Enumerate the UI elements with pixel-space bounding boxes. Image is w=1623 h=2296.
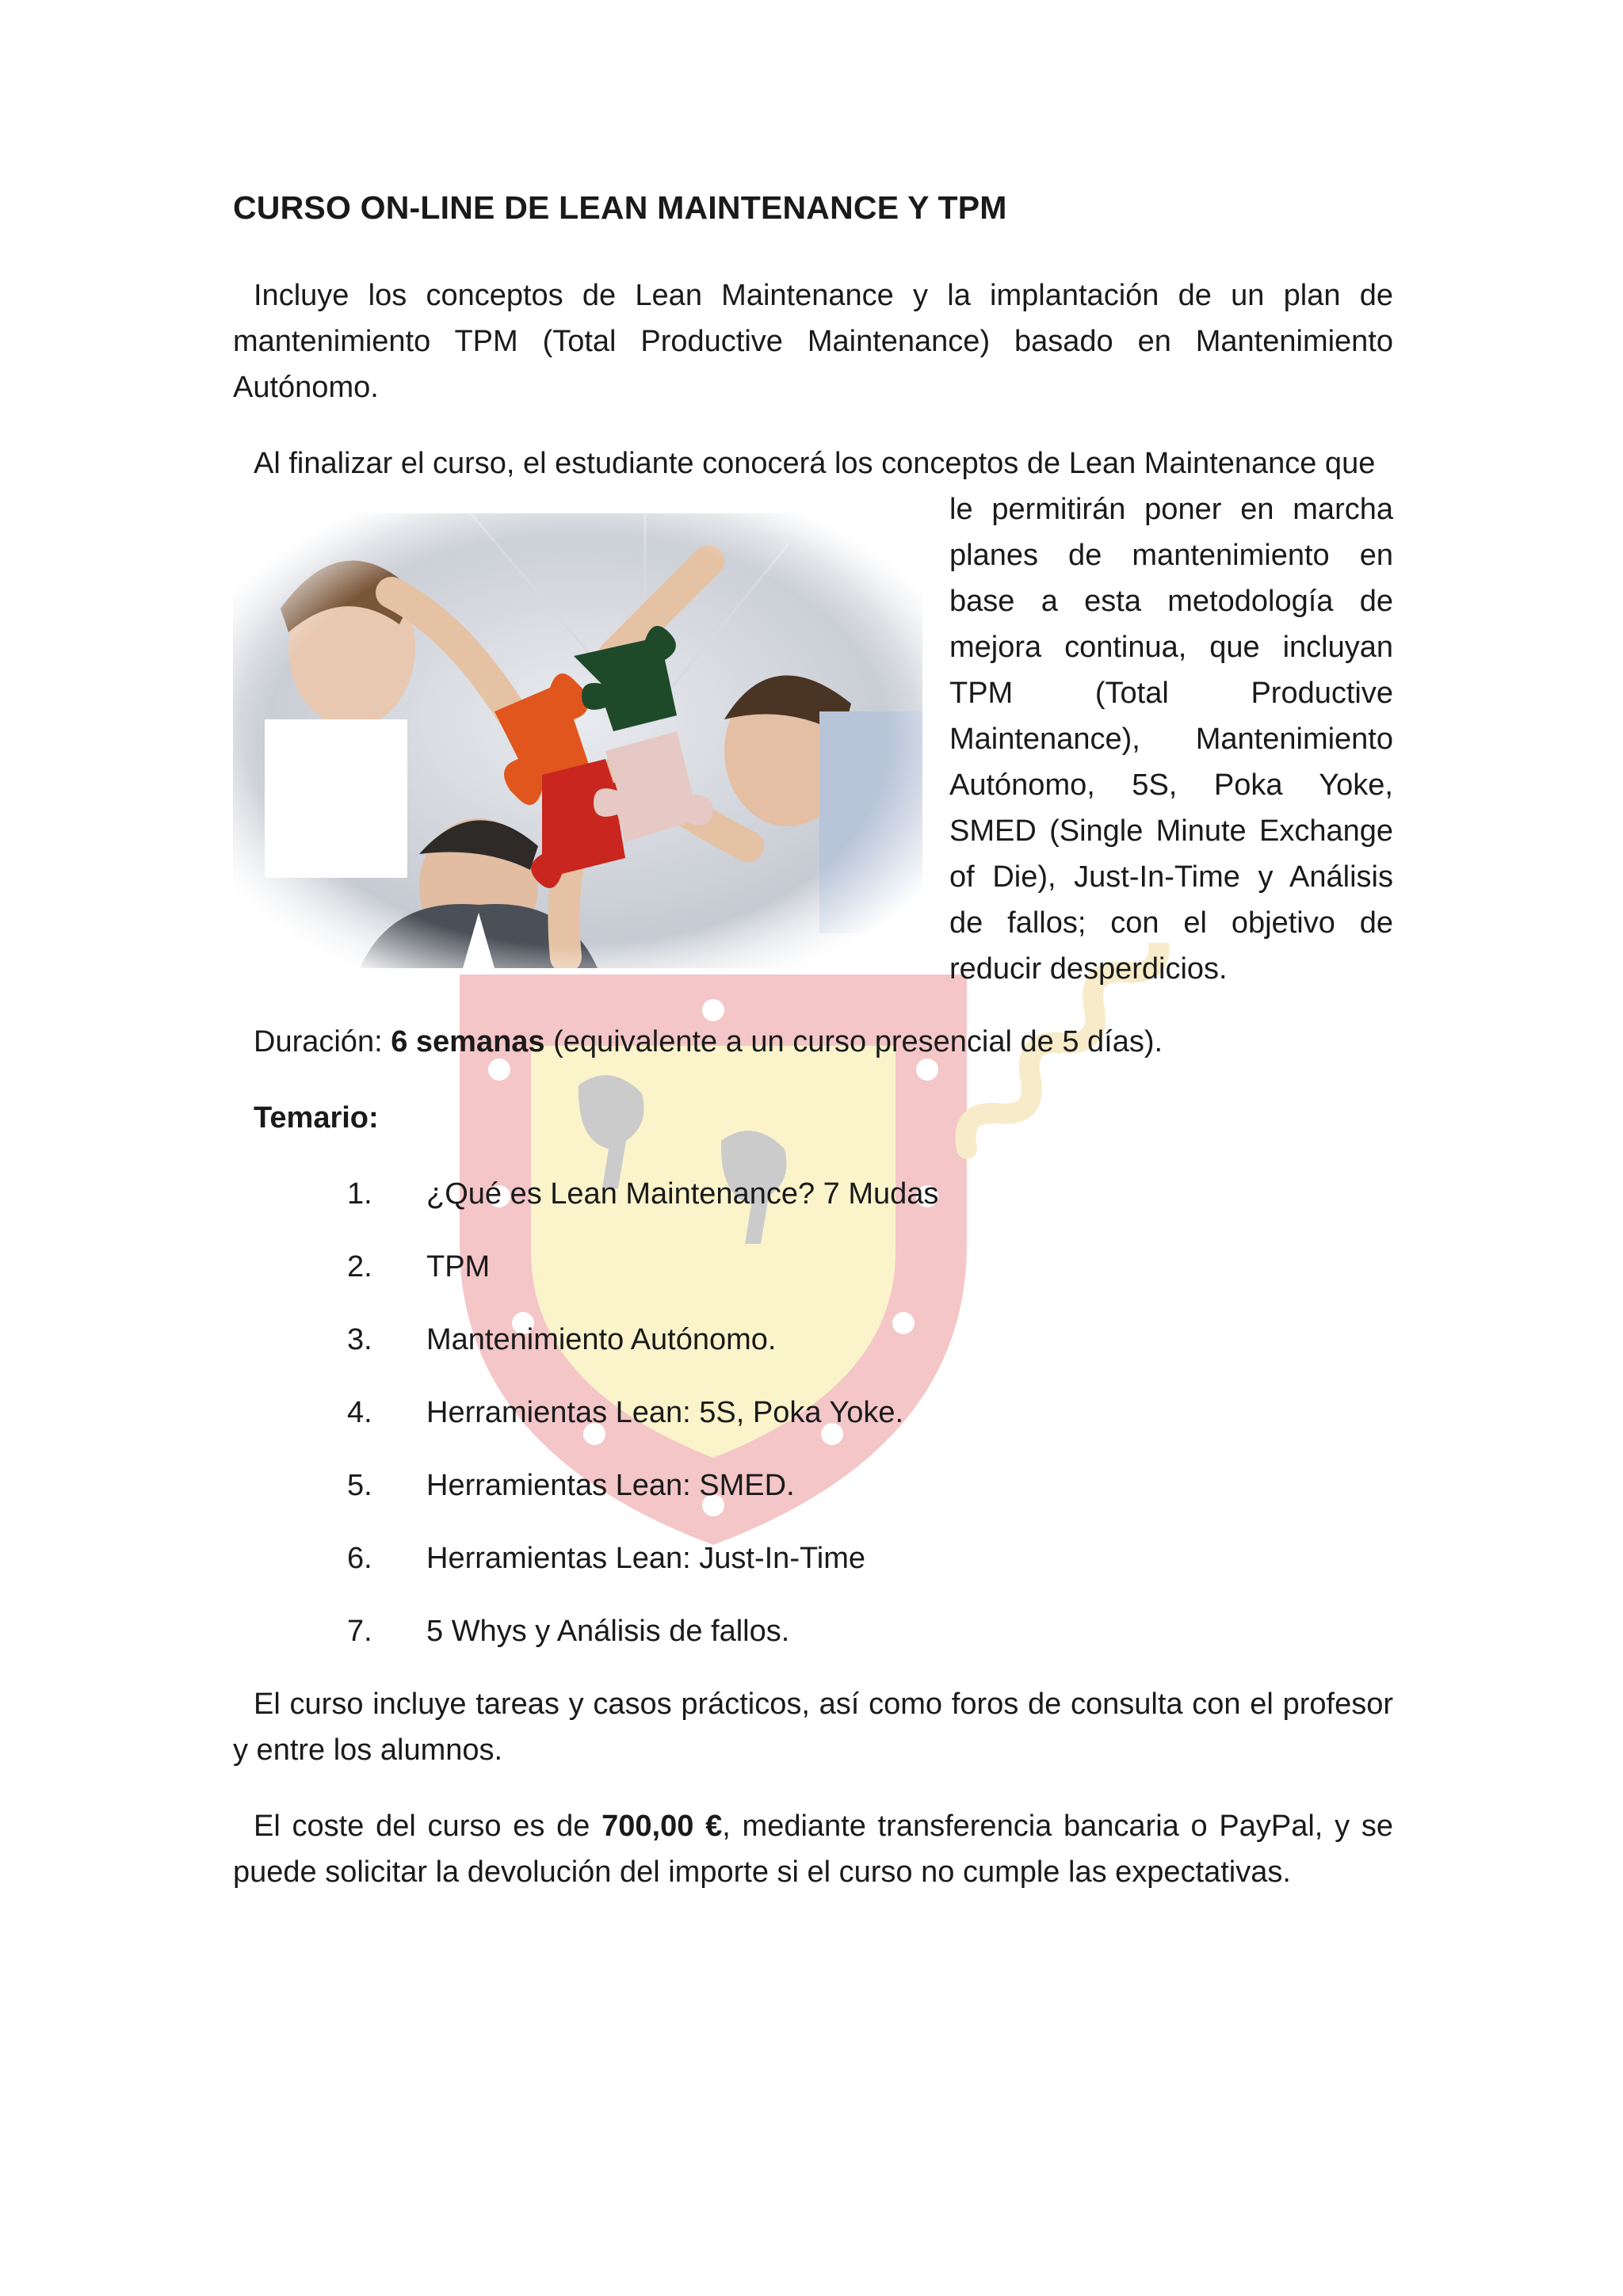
item-number: 3. [347,1323,372,1356]
item-text: Herramientas Lean: Just-In-Time [426,1542,866,1575]
item-text: Mantenimiento Autónomo. [426,1323,777,1356]
cost-value: 700,00 € [601,1810,723,1843]
duration-label: Duración: [254,1025,391,1058]
item-number: 6. [347,1542,372,1575]
list-item [233,1171,1393,1217]
list-item [233,1244,1393,1290]
list-item [233,1535,1393,1581]
duration-line [233,1019,1393,1065]
cost-prefix: El coste del curso es de [254,1810,602,1843]
list-item [233,1463,1393,1508]
document-title: CURSO ON-LINE DE LEAN MAINTENANCE Y TPM [233,189,1007,226]
list-item [233,1608,1393,1654]
duration-value: 6 semanas [391,1025,545,1058]
list-item [233,1317,1393,1363]
item-number: 5. [347,1469,372,1502]
intro-paragraph: Incluye los conceptos de Lean Maintenance y la implantación de un plan de mantenimiento TPM (Total Productive Maintenance) basado en Mantenimiento Autónomo. [233,279,1393,404]
includes-paragraph: El curso incluye tareas y casos prácticos, así como foros de consulta con el profesor y entre los alumnos. [233,1688,1393,1767]
list-item [233,1390,1393,1436]
document-body [233,184,1393,1925]
team-puzzle-photo [233,513,922,968]
item-text: Herramientas Lean: 5S, Poka Yoke. [426,1396,904,1429]
item-number: 7. [347,1615,372,1648]
item-text: TPM [426,1250,491,1283]
item-number: 2. [347,1250,372,1283]
objective-continuation: le permitirán poner en marcha planes de mantenimiento en base a esta metodología de mejora continua, que incluyan TPM (Total Productive Maintenance), Mantenimiento Autónomo, 5S, Poka Yoke, SMED (Single Minute Exchange of Die), Just-In-Time y Análisis de fallos; con el objetivo de reducir desperdicios. [949,493,1393,986]
duration-note: (equivalente a un curso presencial de 5 días). [544,1025,1163,1058]
objective-block [233,486,1393,992]
syllabus-list [233,1171,1393,1654]
item-text: Herramientas Lean: SMED. [426,1469,795,1502]
syllabus-heading: Temario: [254,1101,379,1135]
objective-paragraph [233,441,1393,486]
item-text: ¿Qué es Lean Maintenance? 7 Mudas [426,1177,939,1211]
cost-suffix: , mediante transferencia bancaria o PayPal, y se puede solicitar la devolución del importe si el curso no cumple las expectativas. [233,1810,1393,1889]
item-number: 1. [347,1177,372,1211]
cost-paragraph [233,1803,1393,1895]
item-number: 4. [347,1396,372,1429]
objective-first-line: Al finalizar el curso, el estudiante conocerá los conceptos de Lean Maintenance que [254,447,1376,480]
item-text: 5 Whys y Análisis de fallos. [426,1615,790,1648]
team-puzzle-image [233,513,922,968]
